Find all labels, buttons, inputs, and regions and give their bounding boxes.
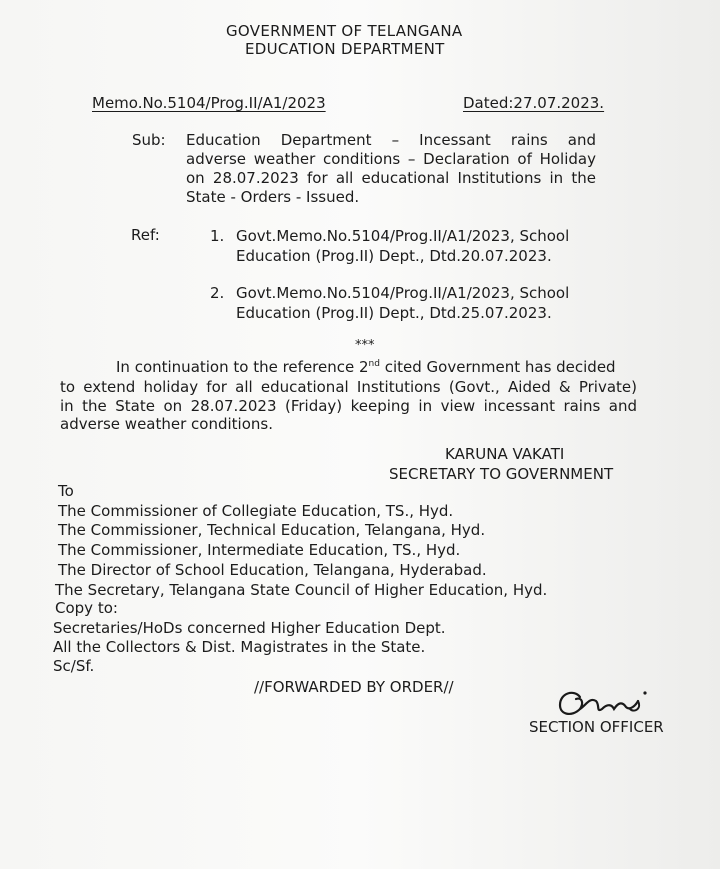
header-government: GOVERNMENT OF TELANGANA xyxy=(226,22,463,40)
body-line: In continuation to the reference 2nd cited Government has decided xyxy=(116,358,616,376)
body-line: in the State on 28.07.2023 (Friday) keeping in view incessant rains and xyxy=(60,397,637,415)
subject-line: State - Orders - Issued. xyxy=(186,188,360,206)
copy-line: Secretaries/HoDs concerned Higher Education Dept. xyxy=(53,619,446,637)
reference-text: Govt.Memo.No.5104/Prog.II/A1/2023, School xyxy=(236,227,570,245)
separator: *** xyxy=(355,338,375,353)
signatory-title: SECRETARY TO GOVERNMENT xyxy=(389,465,614,483)
recipient-line: The Secretary, Telangana State Council of Higher Education, Hyd. xyxy=(55,581,548,599)
memo-number: Memo.No.5104/Prog.II/A1/2023 xyxy=(92,94,326,112)
copy-line: Sc/Sf. xyxy=(53,657,95,675)
subject-line: adverse weather conditions – Declaration of Holiday xyxy=(186,150,596,168)
reference-text: Govt.Memo.No.5104/Prog.II/A1/2023, School xyxy=(236,284,570,302)
subject-label: Sub: xyxy=(132,131,166,149)
body-line: adverse weather conditions. xyxy=(60,415,273,433)
recipient-line: The Commissioner, Technical Education, Telangana, Hyd. xyxy=(58,521,486,539)
subject-line: Education Department – Incessant rains and xyxy=(186,131,596,149)
header-department: EDUCATION DEPARTMENT xyxy=(245,40,445,58)
forwarded-by-order: //FORWARDED BY ORDER// xyxy=(254,678,454,696)
memo-date: Dated:27.07.2023. xyxy=(463,94,605,112)
reference-text: Education (Prog.II) Dept., Dtd.25.07.2023. xyxy=(236,304,552,322)
copy-line: All the Collectors & Dist. Magistrates in the State. xyxy=(53,638,426,656)
body-line: to extend holiday for all educational Institutions (Govt., Aided & Private) xyxy=(60,378,637,396)
reference-text: Education (Prog.II) Dept., Dtd.20.07.2023. xyxy=(236,247,552,265)
to-label: To xyxy=(58,482,74,500)
copy-to-label: Copy to: xyxy=(55,599,118,617)
recipient-line: The Director of School Education, Telangana, Hyderabad. xyxy=(58,561,487,579)
reference-label: Ref: xyxy=(131,226,160,244)
recipient-line: The Commissioner of Collegiate Education, TS., Hyd. xyxy=(58,502,454,520)
reference-number: 1. xyxy=(210,227,225,245)
recipient-line: The Commissioner, Intermediate Education, TS., Hyd. xyxy=(58,541,461,559)
subject-line: on 28.07.2023 for all educational Institutions in the xyxy=(186,169,596,187)
signatory-name: KARUNA VAKATI xyxy=(445,445,565,463)
reference-number: 2. xyxy=(210,284,225,302)
section-officer: SECTION OFFICER xyxy=(529,718,664,736)
